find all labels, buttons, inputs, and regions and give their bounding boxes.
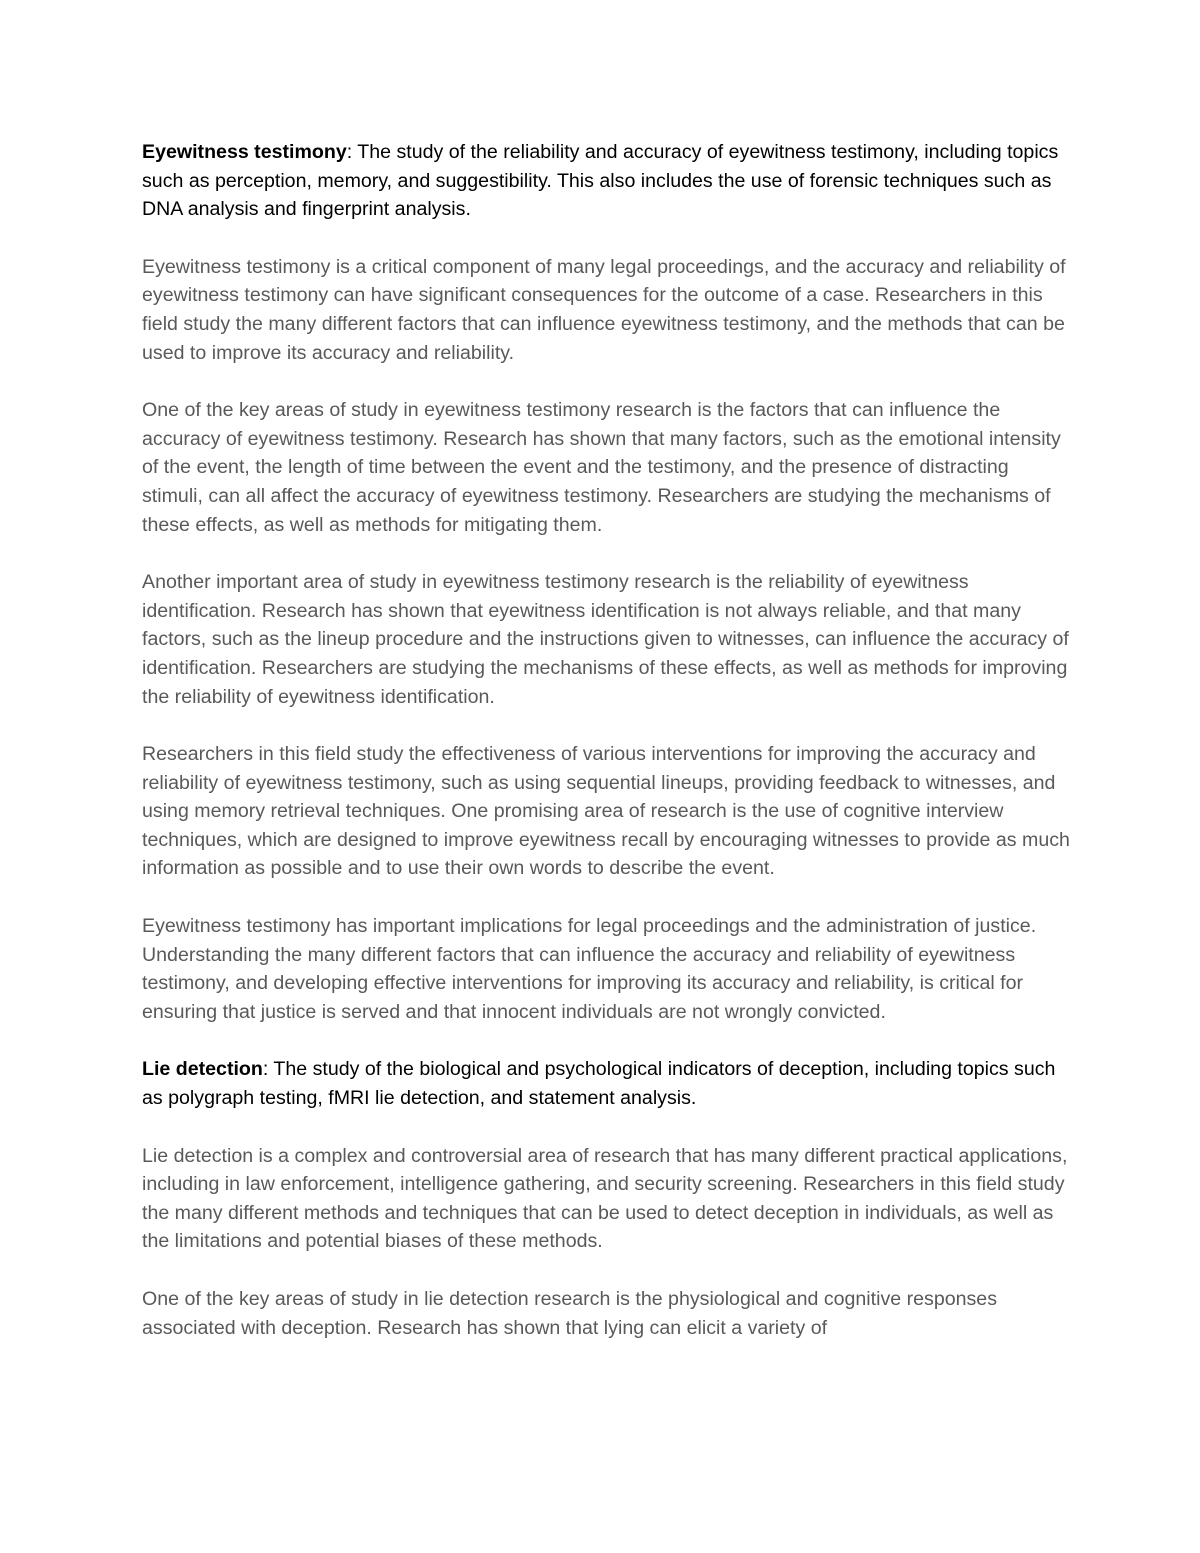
body-paragraph: Eyewitness testimony is a critical component of many legal proceedings, and the accuracy and reliability of eyewitness testimony can have significant consequences for the outcome of a case. Researchers in this field study the many different factors that can influence eyewitness testimony, and the methods that can be used to improve its accuracy and reliability. (142, 255, 1066, 364)
section-term: Eyewitness testimony (142, 141, 347, 163)
body-paragraph: Researchers in this field study the effectiveness of various interventions for improving the accuracy and reliability of eyewitness testimony, such as using sequential lineups, providing feedback to witnesses, and using memory retrieval techniques. One promising area of research is the use of cognitive interview techniques, which are designed to improve eyewitness recall by encouraging witnesses to provide as much information as possible and to use their own words to describe the event. (142, 743, 1070, 880)
body-paragraph: Lie detection is a complex and controversial area of research that has many different practical applications, including in law enforcement, intelligence gathering, and security screening. Researchers in this field study the many different methods and techniques that can be used to detect deception in individuals, as well as the limitations and potential biases of these methods. (142, 1144, 1068, 1253)
section-heading-lie-detection (142, 1055, 1072, 1112)
document-page (142, 138, 1072, 1371)
section-term: Lie detection (142, 1058, 263, 1081)
section-definition: : The study of the reliability and accuracy of eyewitness testimony, including topics such as perception, memory, and suggestibility. This also includes the use of forensic techniques such as DNA analysis and fingerprint analysis. (142, 141, 1059, 221)
body-paragraph: Eyewitness testimony has important implications for legal proceedings and the administration of justice. Understanding the many different factors that can influence the accuracy and reliability of eyewitness testimony, and developing effective interventions for improving its accuracy and reliability, is critical for ensuring that justice is served and that innocent individuals are not wrongly convicted. (142, 915, 1037, 1023)
section-definition: : The study of the biological and psychological indicators of deception, including topics such as polygraph testing, fMRI lie detection, and statement analysis. (142, 1058, 1056, 1110)
section-heading-eyewitness-testimony (142, 138, 1072, 224)
body-paragraph: Another important area of study in eyewitness testimony research is the reliability of eyewitness identification. Research has shown that eyewitness identification is not always reliable, and that many factors, such as the lineup procedure and the instructions given to witnesses, can influence the accuracy of identification. Researchers are studying the mechanisms of these effects, as well as methods for improving the reliability of eyewitness identification. (142, 571, 1069, 708)
body-paragraph: One of the key areas of study in eyewitness testimony research is the factors that can influence the accuracy of eyewitness testimony. Research has shown that many factors, such as the emotional intensity of the event, the length of time between the event and the testimony, and the presence of distracting stimuli, can all affect the accuracy of eyewitness testimony. Researchers are studying the mechanisms of these effects, as well as methods for mitigating them. (142, 399, 1061, 536)
body-paragraph: One of the key areas of study in lie detection research is the physiological and cognitive responses associated with deception. Research has shown that lying can elicit a variety of (142, 1288, 997, 1339)
